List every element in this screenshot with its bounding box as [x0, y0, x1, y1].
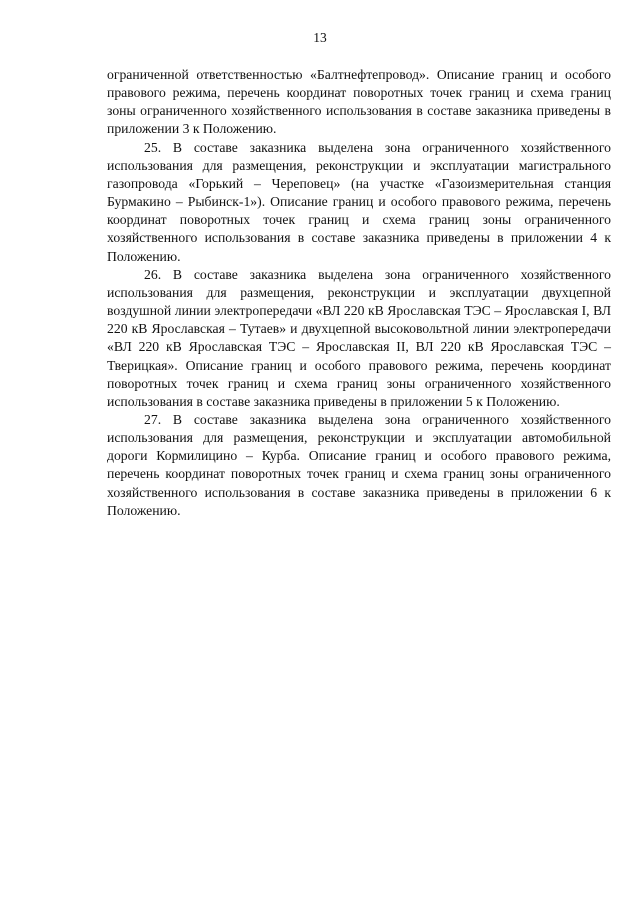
- paragraph-continuation: ограниченной ответственностью «Балтнефтепровод». Описание границ и особого правового режима, перечень координат поворотных точек границ и схема границ зоны ограниченного хозяйственного использования в составе заказника приведены в приложении 3 к Положению.: [107, 67, 611, 137]
- paragraph-item-27: 27. В составе заказника выделена зона ограниченного хозяйственного использования для размещения, реконструкции и эксплуатации автомобильной дороги Кормилицино – Курба. Описание границ и особого правового режима, перечень координат поворотных точек границ и схема границ зоны ограниченного хозяйственного использования в составе заказника приведены в приложении 6 к Положению.: [107, 411, 611, 518]
- document-body: [107, 66, 611, 520]
- paragraph-item-25: 25. В составе заказника выделена зона ограниченного хозяйственного использования для размещения, реконструкции и эксплуатации магистрального газопровода «Горький – Череповец» (на участке «Газоизмерительная станция Бурмакино – Рыбинск-1»). Описание границ и особого правового режима, перечень координат поворотных точек границ и схема границ зоны ограниченного хозяйственного использования в составе заказника приведены в приложении 4 к Положению.: [107, 139, 611, 264]
- page-number: 13: [313, 30, 327, 45]
- paragraph-item-26: 26. В составе заказника выделена зона ограниченного хозяйственного использования для размещения, реконструкции и эксплуатации двухцепной воздушной линии электропередачи «ВЛ 220 кВ Ярославская ТЭС – Ярославская I, ВЛ 220 кВ Ярославская – Тутаев» и двухцепной высоковольтной линии электропередачи «ВЛ 220 кВ Ярославская ТЭС – Ярославская II, ВЛ 220 кВ Ярославская ТЭС – Тверицкая». Описание границ и особого правового режима, перечень координат поворотных точек границ и схема границ зоны ограниченного хозяйственного использования в составе заказника приведены в приложении 5 к Положению.: [107, 266, 611, 409]
